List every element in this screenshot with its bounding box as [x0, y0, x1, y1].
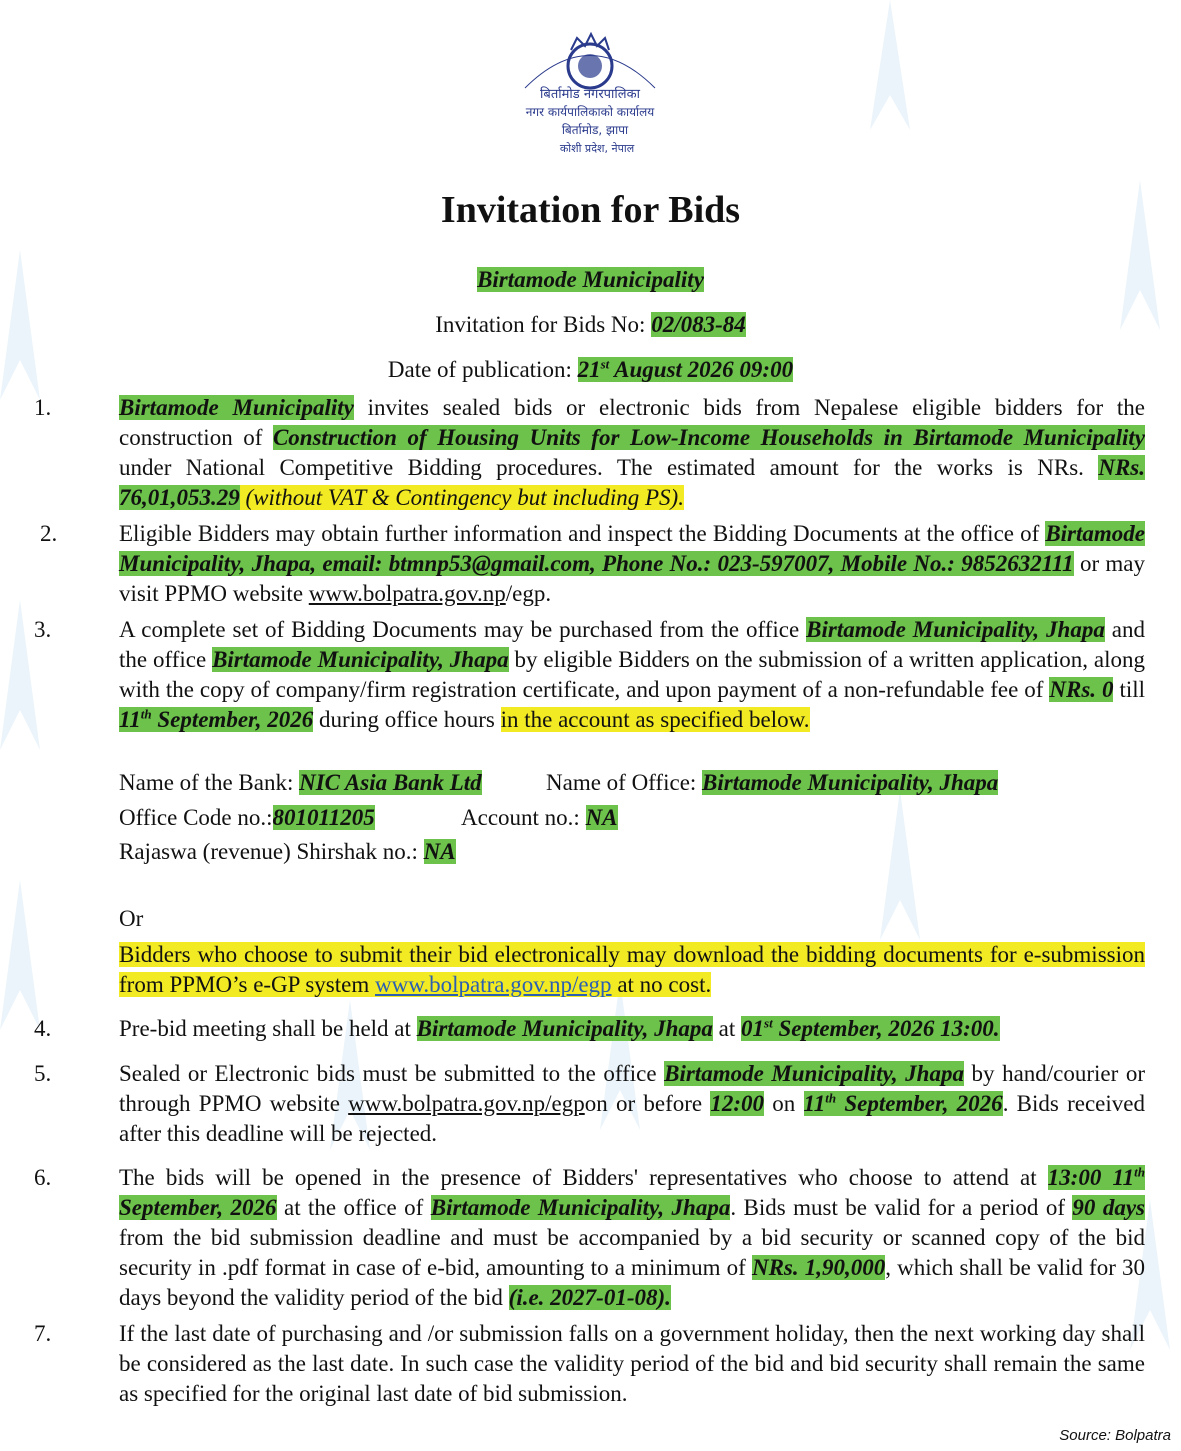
- account-label: Account no.:: [461, 805, 580, 830]
- ifb-label: Invitation for Bids No:: [435, 312, 646, 337]
- seal-text-line1: बिर्तामोड नगरपालिका: [540, 87, 640, 102]
- submission-time: 12:00: [710, 1091, 765, 1116]
- seal-text-line3: बिर्तामोड, झापा: [561, 123, 629, 137]
- clause-text: Pre-bid meeting shall be held at Birtamode Municipality, Jhapa at 01st September, 2026 13:00.: [119, 1015, 1000, 1041]
- municipality-seal: [505, 28, 675, 163]
- office-line: [546, 767, 998, 799]
- clause-number: 5.: [34, 1061, 52, 1086]
- clause-number: 2.: [40, 521, 58, 546]
- ifb-number: 02/083-84: [651, 312, 746, 337]
- seal-text-line2: नगर कार्यपालिकाको कार्यालय: [525, 105, 655, 119]
- bank-name: NIC Asia Bank Ltd: [299, 770, 482, 795]
- header-date-line: [0, 354, 1181, 386]
- validity-period: 90 days: [1072, 1195, 1145, 1220]
- submission-office: Birtamode Municipality, Jhapa: [664, 1061, 964, 1086]
- rajaswa-label: Rajaswa (revenue) Shirshak no.:: [119, 839, 418, 864]
- account-number: NA: [585, 805, 618, 830]
- validity-date: (i.e. 2027-01-08).: [508, 1285, 671, 1310]
- clause-number: 1.: [34, 395, 52, 420]
- ppmo-egp-link[interactable]: www.bolpatra.gov.np/egp: [348, 1091, 585, 1116]
- page-title: Invitation for Bids: [440, 189, 741, 231]
- office-label: Name of Office:: [546, 770, 697, 795]
- municipality-seal-icon: [505, 28, 675, 163]
- office-code: 801011205: [272, 805, 375, 830]
- clause-number: 7.: [34, 1321, 52, 1346]
- document-fee: NRs. 0: [1049, 677, 1114, 702]
- prebid-date: 01st September, 2026 13:00.: [741, 1015, 1000, 1041]
- clause-number: 3.: [34, 617, 52, 642]
- seal-text-line4: कोशी प्रदेश, नेपाल: [559, 142, 635, 155]
- contact-details: Birtamode Municipality, Jhapa, email: btmnp53@gmail.com, Phone No.: 023-597007, Mobile No.: 9852632111: [119, 521, 1145, 576]
- clause-text: Birtamode Municipality invites sealed bids or electronic bids from Nepalese eligible bidders for the construction of Construction of Housing Units for Low-Income Households in Birtamode Municipality under National Competitive Bidding procedures. The estimated amount for the works is NRs. NRs. 76,01,053.29 (without VAT & Contingency but including PS).: [119, 395, 1145, 510]
- clause-text: Sealed or Electronic bids must be submitted to the office Birtamode Municipality, Jhapa by hand/courier or through PPMO website www.bolpatra.gov.np/egpon or before 12:00 on 11th September, 2026. Bids received after this deadline will be rejected.: [119, 1061, 1146, 1146]
- egp-link[interactable]: www.bolpatra.gov.np/egp: [375, 972, 612, 997]
- opening-datetime: 13:00 11th September, 2026: [119, 1164, 1146, 1220]
- office-code-label: Office Code no.:: [119, 805, 273, 830]
- clause-text: A complete set of Bidding Documents may be purchased from the office Birtamode Municipality, Jhapa and the office Birtamode Municipality, Jhapa by eligible Bidders on the submission of a written application, along with the copy of company/firm registration certificate, and upon payment of a non-refundable fee of NRs. 0 till 11th September, 2026 during office hours in the account as specified below.: [119, 617, 1146, 732]
- office-name: Birtamode Municipality, Jhapa: [212, 647, 509, 672]
- bid-security-amount: NRs. 1,90,000: [751, 1255, 886, 1280]
- clause-number: 6.: [34, 1165, 52, 1190]
- amount-note: (without VAT & Contingency but including PS).: [239, 485, 684, 510]
- org-name: Birtamode Municipality: [119, 395, 354, 420]
- ppmo-website-link[interactable]: www.bolpatra.gov.np: [308, 581, 506, 606]
- submission-date: 11th September, 2026: [803, 1090, 1003, 1116]
- account-line: [461, 802, 618, 834]
- purchase-deadline: 11th September, 2026: [119, 706, 314, 732]
- watermark-arrow-icon: [880, 790, 920, 940]
- clause-text: The bids will be opened in the presence of Bidders' representatives who choose to attend at 13:00 11th September, 2026 at the office of Birtamode Municipality, Jhapa. Bids must be valid for a period of 90 days from the bid submission deadline and must be accompanied by a bid security or scanned copy of the bid security in .pdf format in case of e-bid, amounting to a minimum of NRs. 1,90,000, which shall be valid for 30 days beyond the validity period of the bid (i.e. 2027-01-08).: [119, 1164, 1146, 1310]
- bank-line: [119, 767, 482, 799]
- project-name: Construction of Housing Units for Low-Income Households in Birtamode Municipality: [272, 425, 1145, 450]
- bank-label: Name of the Bank:: [119, 770, 294, 795]
- e-submission-text: Bidders who choose to submit their bid electronically may download the bidding documents for e-submission from PPMO’s e-GP system www.bolpatra.gov.np/egp at no cost.: [119, 942, 1145, 997]
- clause-text: If the last date of purchasing and /or submission falls on a government holiday, then the next working day shall be considered as the last date. In such case the validity period of the bid and bid security shall remain the same as specified for the original last date of bid submission.: [119, 1321, 1145, 1406]
- rajaswa-line: [119, 836, 456, 868]
- header-ifb-line: [0, 309, 1181, 341]
- clause-text: Eligible Bidders may obtain further information and inspect the Bidding Documents at the office of Birtamode Municipality, Jhapa, email: btmnp53@gmail.com, Phone No.: 023-597007, Mobile No.: 9852632111 or may visit PPMO website www.bolpatra.gov.np/egp.: [119, 521, 1145, 606]
- office-name: Birtamode Municipality, Jhapa: [806, 617, 1105, 642]
- watermark-arrow-icon: [870, 0, 910, 130]
- prebid-venue: Birtamode Municipality, Jhapa: [416, 1016, 713, 1041]
- account-note: in the account as specified below.: [500, 707, 810, 732]
- office-code-line: [119, 802, 375, 834]
- date-label: Date of publication:: [387, 357, 572, 382]
- header-org-line: [0, 264, 1181, 296]
- rajaswa-number: NA: [423, 839, 456, 864]
- source-credit: Source: Bolpatra: [1059, 1427, 1171, 1444]
- publication-date: 21st August 2026 09:00: [577, 356, 794, 382]
- or-separator: Or: [119, 906, 144, 931]
- header-org: Birtamode Municipality: [477, 267, 704, 292]
- estimated-amount: NRs. 76,01,053.29: [119, 455, 1145, 510]
- clause-number: 4.: [34, 1016, 52, 1041]
- opening-office: Birtamode Municipality, Jhapa: [430, 1195, 731, 1220]
- watermark-arrow-icon: [0, 880, 40, 1030]
- office-value: Birtamode Municipality, Jhapa: [702, 770, 999, 795]
